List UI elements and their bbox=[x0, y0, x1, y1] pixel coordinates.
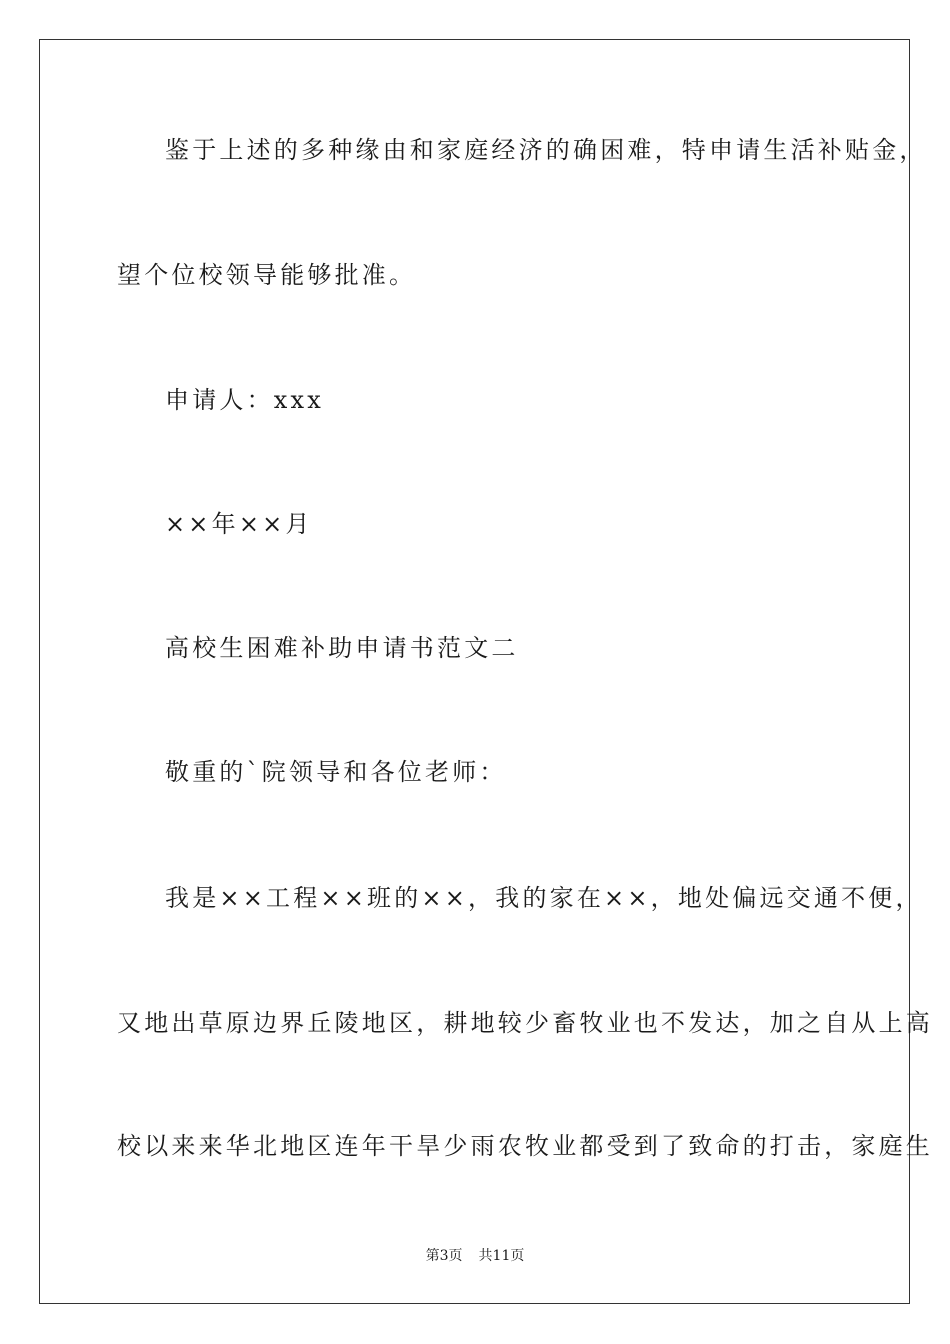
body-line-8: 又地出草原边界丘陵地区，耕地较少畜牧业也不发达，加之自从上高 bbox=[117, 1009, 933, 1037]
page-border bbox=[39, 39, 910, 1304]
section-heading: 高校生困难补助申请书范文二 bbox=[165, 634, 519, 662]
body-line-7: 我是××工程××班的××，我的家在××，地处偏远交通不便， bbox=[165, 884, 923, 912]
date-line: ××年××月 bbox=[165, 510, 313, 538]
body-line-9: 校以来来华北地区连年干旱少雨农牧业都受到了致命的打击，家庭生 bbox=[117, 1132, 933, 1160]
applicant-line: 申请人：xxx bbox=[165, 386, 325, 414]
body-line-1: 鉴于上述的多种缘由和家庭经济的确困难，特申请生活补贴金， bbox=[165, 136, 927, 164]
page-footer bbox=[0, 1247, 950, 1265]
salutation-line: 敬重的`院领导和各位老师： bbox=[165, 758, 507, 786]
body-line-2: 望个位校领导能够批准。 bbox=[117, 261, 417, 289]
page-number: 第3页 bbox=[425, 1248, 463, 1264]
page-total: 共11页 bbox=[478, 1248, 525, 1264]
